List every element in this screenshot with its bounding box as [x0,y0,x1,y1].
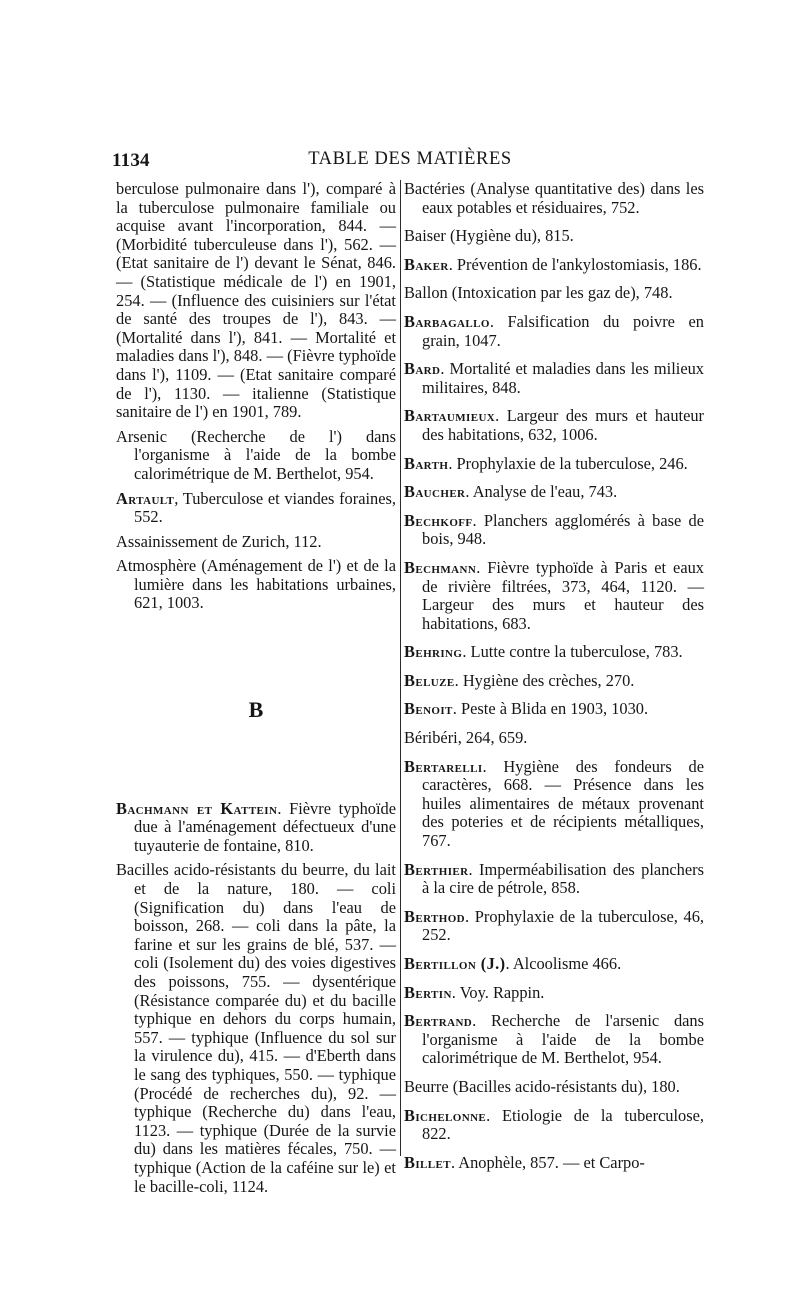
entry-author-name: Bachmann et Kattein [116,798,278,818]
entry-author-name: Bertrand [404,1011,473,1031]
index-entry [116,861,396,1196]
entry-text: Atmosphère (Aménagement de l') et de la lumière dans les habitations urbaines, 621, 1003. [116,556,396,613]
entry-author-name: Bechkoff [404,510,473,530]
entry-author-name: Berthod [404,906,466,926]
entry-author-name: Bertarelli [404,756,483,776]
index-entry [404,758,704,851]
index-entry [404,729,704,748]
column-divider [400,180,401,1156]
entry-text: Ballon (Intoxication par les gaz de), 748. [404,283,673,303]
index-entry [404,407,704,444]
index-entry [404,1012,704,1068]
entry-text: . Imperméabilisation des planchers à la cire de pétrole, 858. [422,859,704,898]
entry-text: . Mortalité et maladies dans les milieux militaires, 848. [422,359,704,397]
entry-author-name: Baker [404,254,449,274]
index-entry [404,1078,704,1097]
index-entry [404,455,704,474]
entry-author-name: Bartaumieux [404,406,496,426]
index-entry [404,483,704,502]
index-entry [116,800,396,856]
index-entry [404,559,704,633]
entry-text: . Recherche de l'arsenic dans l'organisme à l'aide de la bombe calorimétrique de M. Berthelot, 954. [422,1011,704,1068]
entry-text: . Hygiène des fondeurs de caractères, 668. — Présence dans les huiles alimentaires de métaux provenant des poteries et de récipients métalliques, 767. [422,756,704,851]
entry-text: . Fièvre typhoïde due à l'aménagement défectueux d'une tuyauterie de fontaine, 810. [134,798,397,855]
entry-text: berculose pulmonaire dans l'), comparé à la tuberculose pulmonaire familiale ou acquise avant l'incorporation, 844. — (Morbidité tuberculeuse dans l'), 562. — (Etat sanitaire de l') devant le Sénat, 846. — (Statistique médicale de l') en 1901, 254. — (Influence des cuisiniers sur l'état de santé des troupes de l'), 843. — (Mortalité dans l'), 841. — Mortalité et maladies dans l'), 848. — (Fièvre typhoïde dans l'), 1109. — (Etat sanitaire comparé de l'), 1130. — italienne (Statistique sanitaire de l') en 1901, 789. [116,179,396,422]
index-entry [404,643,704,662]
entry-author-name: Bichelonne [404,1105,487,1125]
left-column [116,180,396,1202]
index-entry [404,861,704,898]
index-entry [404,984,704,1003]
index-entry [404,700,704,719]
section-letter: B [248,697,264,723]
entry-author-name: Bertillon (J.) [404,954,506,973]
entry-author-name: Bertin [404,982,452,1002]
entry-text: . Hygiène des crèches, 270. [454,670,635,690]
page-number: 1134 [112,150,150,171]
index-entry [404,313,704,350]
entry-author-name: Benoit [404,699,453,719]
entry-author-name: Bechmann [404,557,477,577]
entry-text: . Voy. Rappin. [451,982,545,1002]
index-entry [116,533,396,552]
entry-text: . Analyse de l'eau, 743. [465,482,618,502]
index-entry [404,284,704,303]
entry-text: . Prophylaxie de la tuberculose, 246. [448,453,688,473]
index-entry [404,512,704,549]
entry-text: . Falsification du poivre en grain, 1047. [422,311,704,350]
entry-text: . Alcoolisme 466. [505,954,622,973]
index-entry [116,180,396,422]
entry-author-name: Behring [404,642,463,662]
entry-text: . Prophylaxie de la tuberculose, 46, 252. [422,906,704,945]
index-entry [404,908,704,945]
index-entry [404,955,704,974]
entry-text: . Planchers agglomérés à base de bois, 948. [422,510,704,549]
entry-text: . Largeur des murs et hauteur des habitations, 632, 1006. [422,406,704,444]
entry-author-name: Billet [404,1152,451,1172]
index-entry [404,1107,704,1144]
index-entry [404,360,704,397]
running-title: TABLE DES MATIÈRES [308,149,512,169]
entry-text: . Lutte contre la tuberculose, 783. [462,642,683,662]
entry-text: Beurre (Bacilles acido-résistants du), 180. [404,1076,680,1096]
entry-author-name: Barbagallo [404,311,490,331]
index-entry [404,1154,704,1173]
entry-text: Béribéri, 264, 659. [404,728,528,748]
entry-author-name: Artault [116,488,175,508]
entry-text: . Etiologie de la tuberculose, 822. [422,1105,704,1144]
entry-text: . Fièvre typhoïde à Paris et eaux de rivière filtrées, 373, 464, 1120. — Largeur des murs et hauteur des habitations, 683. [422,557,704,633]
index-entry [116,428,396,484]
index-entry [404,227,704,246]
entry-text: Bactéries (Analyse quantitative des) dans les eaux potables et résiduaires, 752. [404,179,704,217]
entry-text: Baiser (Hygiène du), 815. [404,226,574,246]
entry-author-name: Beluze [404,670,455,690]
entry-text: . Anophèle, 857. — et Carpo- [450,1152,645,1172]
entry-author-name: Bard [404,359,441,379]
entry-text: , Tuberculose et viandes foraines, 552. [134,488,396,527]
entry-text: Assainissement de Zurich, 112. [116,531,322,551]
index-entry [404,256,704,275]
right-column [404,180,704,1182]
entry-author-name: Barth [404,453,449,473]
entry-text: . Prévention de l'ankylostomiasis, 186. [448,254,702,274]
entry-author-name: Berthier [404,859,469,879]
index-entry [404,180,704,217]
entry-text: . Peste à Blida en 1903, 1030. [452,699,649,719]
entry-author-name: Baucher [404,482,466,502]
index-entry [116,557,396,613]
entry-text: Arsenic (Recherche de l') dans l'organisme à l'aide de la bombe calorimétrique de M. Berthelot, 954. [116,426,396,483]
entry-text: Bacilles acido-résistants du beurre, du lait et de la nature, 180. — coli (Signification du) dans l'eau de boisson, 268. — coli dans la pâte, la farine et sur les grains de blé, 537. — coli (Isolement du) des voies digestives des poissons, 755. — dysentérique (Résistance comparée du) et du bacille typhique en dehors du corps humain, 557. — typhique (Influence du sol sur la virulence du), 415. — d'Eberth dans le sang des typhiques, 550. — typhique (Procédé de recherches du), 92. — typhique (Recherche du) dans l'eau, 1123. — typhique (Durée de la survie du) dans les matières fécales, 750. — typhique (Action de la caféine sur le) et le bacille-coli, 1124. [116,860,396,1196]
index-entry [116,490,396,527]
index-entry [404,672,704,691]
